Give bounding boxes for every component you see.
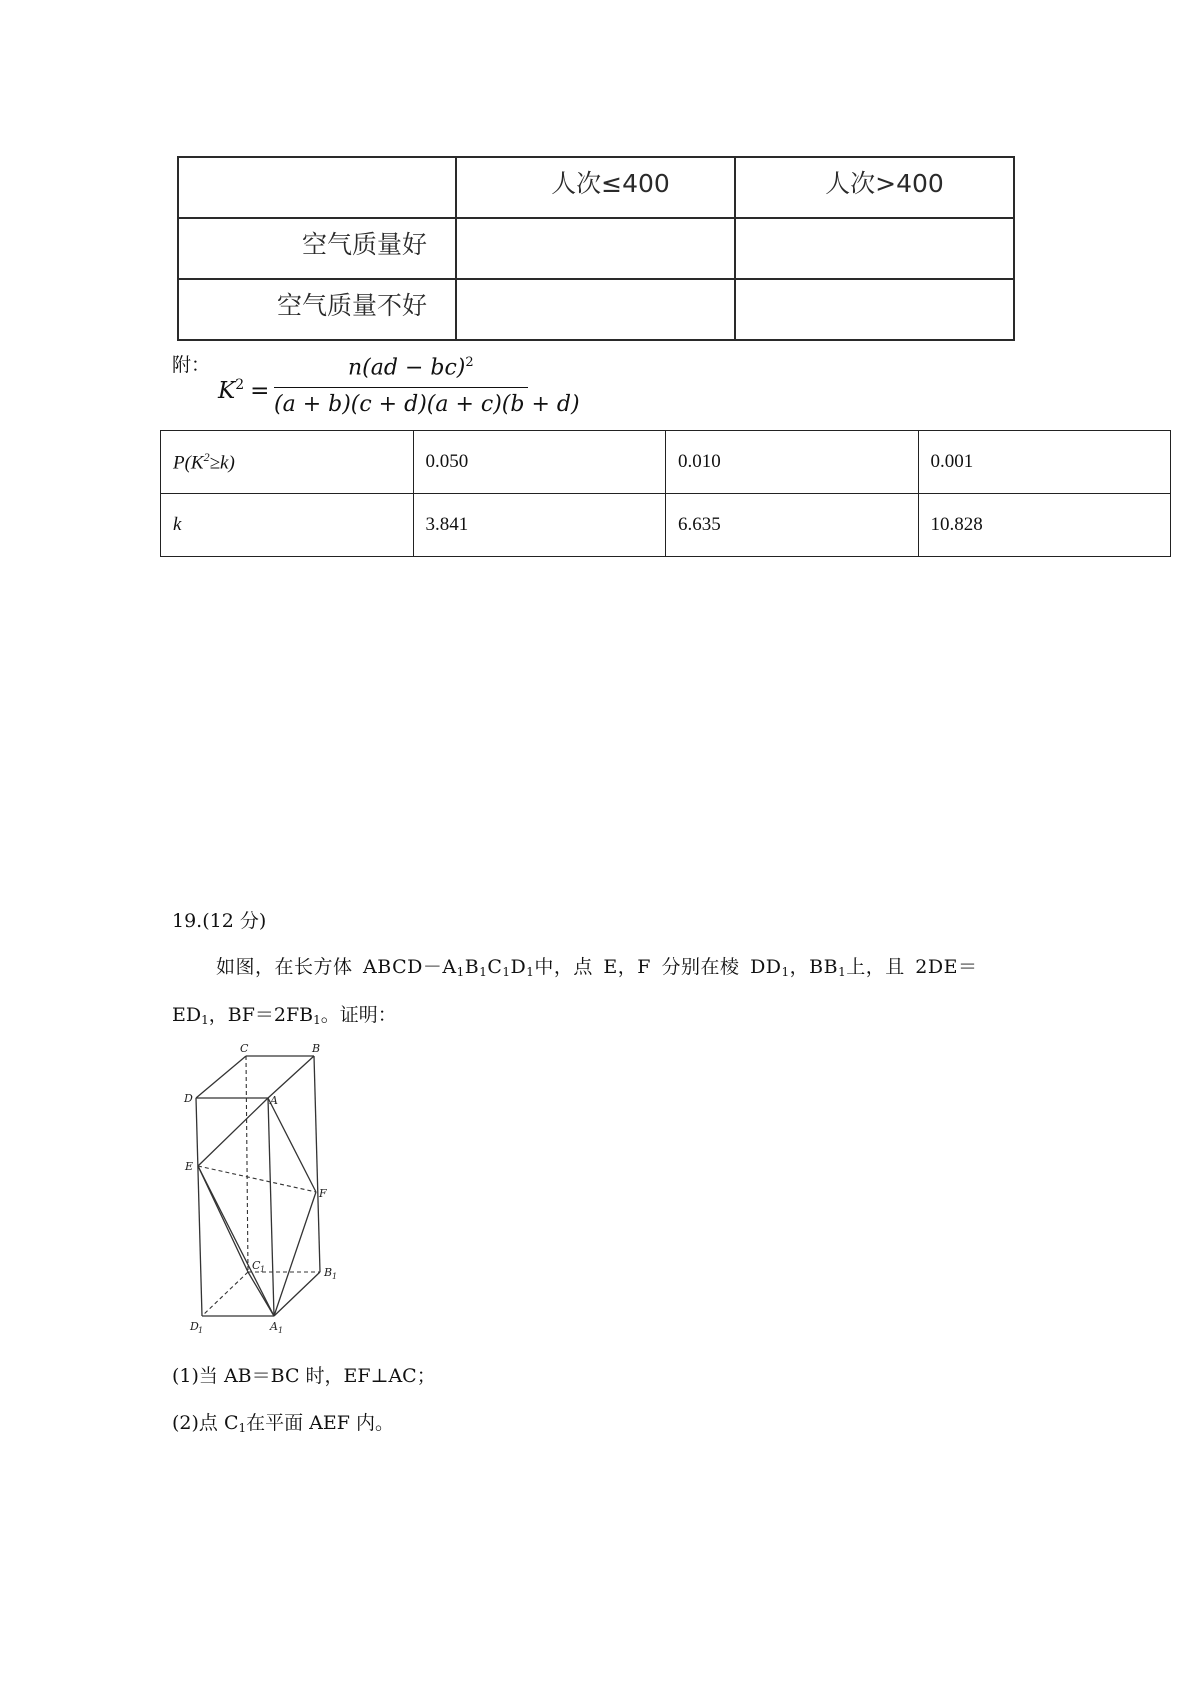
table-cell <box>735 218 1014 279</box>
question-1: (1)当 AB＝BC 时，EF⊥AC； <box>172 1365 436 1387</box>
statement-text: 如图，在长方体 ABCD－A <box>216 956 457 978</box>
table-cell: 3.841 <box>413 494 666 557</box>
formula-numerator-exponent: 2 <box>465 355 474 370</box>
statement-text: ，BF＝2FB <box>208 1004 314 1026</box>
statement-text: ED <box>172 1004 202 1026</box>
problem-title: 19.(12 分) <box>172 910 267 932</box>
label-a1 <box>269 1320 283 1335</box>
statement-text: B <box>464 956 480 978</box>
subscript: 1 <box>313 1013 321 1027</box>
label-d1-letter: D <box>190 1320 199 1333</box>
table-row <box>178 218 1014 279</box>
hidden-edge <box>246 1056 248 1272</box>
table-cell <box>456 279 735 340</box>
segment-ef <box>198 1166 316 1192</box>
cuboid-figure <box>180 1044 360 1344</box>
label-a: A <box>270 1094 278 1107</box>
subscript: 1 <box>838 965 847 979</box>
table-row <box>178 279 1014 340</box>
question-text: (2)点 C <box>172 1412 239 1434</box>
label-f: F <box>319 1187 327 1200</box>
label-d1-sub: 1 <box>198 1326 204 1335</box>
question-2 <box>172 1408 394 1435</box>
label-a1-letter: A <box>270 1320 278 1333</box>
subscript: 1 <box>781 965 790 979</box>
statement-text: C <box>487 956 503 978</box>
column-header: 人次≤400 <box>456 157 735 218</box>
edge <box>314 1056 320 1272</box>
edge <box>268 1098 274 1316</box>
formula-equals: = <box>250 378 270 404</box>
statement-text: 。证明： <box>320 1004 397 1026</box>
subscript: 1 <box>456 965 465 979</box>
contingency-table <box>177 156 1015 341</box>
table-cell: 0.001 <box>918 431 1171 494</box>
table-cell <box>735 279 1014 340</box>
table-cell: 0.050 <box>413 431 666 494</box>
table-cell <box>456 218 735 279</box>
label-c1-letter: C <box>252 1259 261 1272</box>
column-header: 人次>400 <box>735 157 1014 218</box>
problem-statement-line-1 <box>216 952 977 979</box>
k-squared-formula <box>218 355 580 425</box>
row-header: 空气质量好 <box>178 218 456 279</box>
appendix-label: 附： <box>172 354 211 376</box>
label-a1-sub: 1 <box>278 1326 284 1335</box>
segment-ea1 <box>198 1166 274 1316</box>
formula-numerator-text: n(ad − bc) <box>348 355 466 381</box>
table-row <box>161 431 1171 494</box>
edge <box>268 1056 314 1098</box>
edge <box>196 1056 246 1098</box>
label-d1 <box>189 1320 203 1335</box>
table-cell: 6.635 <box>666 494 919 557</box>
problem-statement-line-2 <box>172 1000 397 1027</box>
label-c: C <box>240 1044 249 1055</box>
table-cell: 0.010 <box>666 431 919 494</box>
segment-ec1 <box>198 1166 248 1272</box>
row-header: 空气质量不好 <box>178 279 456 340</box>
formula-k: K <box>218 378 236 404</box>
table-cell: 10.828 <box>918 494 1171 557</box>
segment-ae <box>198 1098 268 1166</box>
subscript: 1 <box>238 1421 247 1435</box>
statement-text: D <box>510 956 527 978</box>
table-corner-cell <box>178 157 456 218</box>
row-header-text: ≥k) <box>209 452 235 474</box>
segment-c1a1 <box>248 1272 274 1316</box>
statement-text: 上，且 2DE＝ <box>846 956 978 978</box>
row-header-exponent: 2 <box>203 449 210 464</box>
segment-af <box>268 1098 316 1192</box>
fraction-bar <box>274 387 528 388</box>
label-c1 <box>252 1259 265 1274</box>
segment-fa1 <box>274 1192 316 1316</box>
label-b1-sub: 1 <box>332 1272 338 1281</box>
subscript: 1 <box>526 965 535 979</box>
formula-k-exponent: 2 <box>235 377 245 393</box>
row-header <box>161 431 414 494</box>
critical-value-table <box>160 430 1171 557</box>
label-b1-letter: B <box>324 1266 333 1279</box>
statement-text: 中，点 E，F 分别在棱 DD <box>534 956 782 978</box>
table-row <box>161 494 1171 557</box>
hidden-edge <box>202 1272 248 1316</box>
row-header-text: P(K <box>173 452 204 474</box>
question-text: 在平面 AEF 内。 <box>246 1412 394 1434</box>
label-b1 <box>323 1266 337 1281</box>
formula-denominator: (a + b)(c + d)(a + c)(b + d) <box>274 392 580 417</box>
table-header-row <box>178 157 1014 218</box>
edge <box>196 1098 202 1316</box>
label-e: E <box>185 1160 194 1173</box>
statement-text: ，BB <box>789 956 839 978</box>
label-d: D <box>184 1092 193 1105</box>
formula-lhs <box>218 377 269 404</box>
label-c1-sub: 1 <box>260 1265 266 1274</box>
subscript: 1 <box>502 965 511 979</box>
label-b: B <box>312 1044 321 1055</box>
formula-numerator <box>348 355 474 380</box>
subscript: 1 <box>201 1013 209 1027</box>
row-header: k <box>161 494 414 557</box>
subscript: 1 <box>479 965 488 979</box>
